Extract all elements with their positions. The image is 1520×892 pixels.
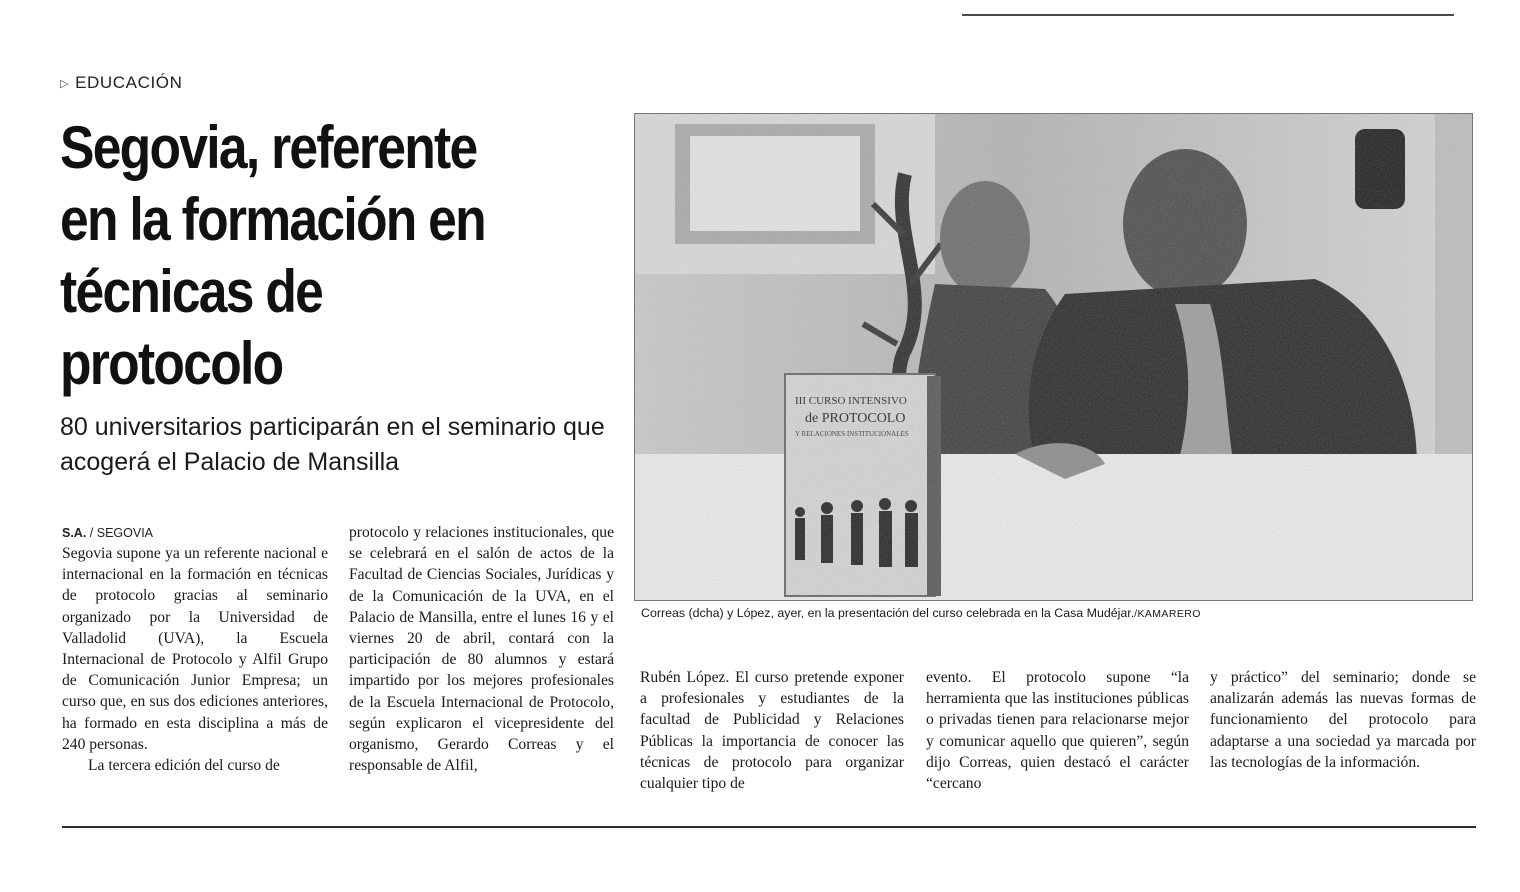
body-column-2: protocolo y relaciones institucionales, que se celebrará en el salón de actos de la Facultad de Ciencias Sociales, Jurídicas y de la Comunicación de la UVA, en el Palacio de Mansilla, entre el lunes 16 y el viernes 20 de abril, contará con la participación de 80 alumnos y estará impartido por los mejores profesionales de la Escuela Internacional de Protocolo, según explicaron el vicepresidente del organismo, Gerardo Correas y el responsable de Alfil, [349,524,614,775]
article-photo [634,113,1473,601]
byline [62,526,153,540]
photo-grain [635,114,1472,600]
body-col1-paragraph-1: Segovia supone ya un referente nacional e internacional en la formación en técnicas de protocolo gracias al seminario organizado por la Universidad de Valladolid (UVA), la Escuela Internacional de Protocolo y Alfil Grupo de Comunicación Junior Empresa; un curso que, en sus dos ediciones anteriores, ha formado en esta disciplina a más de 240 personas. [62,545,328,753]
section-name: EDUCACIÓN [75,73,183,92]
top-rule [962,14,1454,16]
subheadline: 80 universitarios participarán en el seminario que acogerá el Palacio de Mansilla [60,413,605,476]
body-col1-paragraph-2: La tercera edición del curso de [88,757,280,775]
caption-text: Correas (dcha) y López, ayer, en la presentación del curso celebrada en la Casa Mudéjar. [641,606,1135,620]
byline-author: S.A. [62,526,87,540]
body-column-3: Rubén López. El curso pretende exponer a profesionales y estudiantes de la facultad de Publicidad y Relaciones Públicas la importancia de conocer las técnicas de protocolo para organizar cualquier tipo de [640,669,904,793]
body-column-4: evento. El protocolo supone “la herramienta que las instituciones públicas o privadas tienen para relacionarse mejor y comunicar aquello que quieren”, según dijo Correas, quien destacó el carácter “cercano [926,669,1189,793]
body-column-5: y práctico” del seminario; donde se analizarán además las nuevas formas de funcionamiento del protocolo para adaptarse a una sociedad ya marcada por las tecnologías de la información. [1210,669,1476,771]
bottom-rule [62,826,1476,828]
headline: Segovia, referente en la formación en técnicas de protocolo [60,114,485,397]
byline-place: SEGOVIA [96,526,154,540]
photo-illustration [635,114,1472,600]
photo-caption [641,606,1471,620]
photo-credit: /KAMARERO [1134,608,1201,620]
byline-separator: / [86,526,97,540]
section-label [60,72,182,94]
body-column-1 [62,543,328,776]
section-arrow-icon: ▷ [60,77,70,90]
